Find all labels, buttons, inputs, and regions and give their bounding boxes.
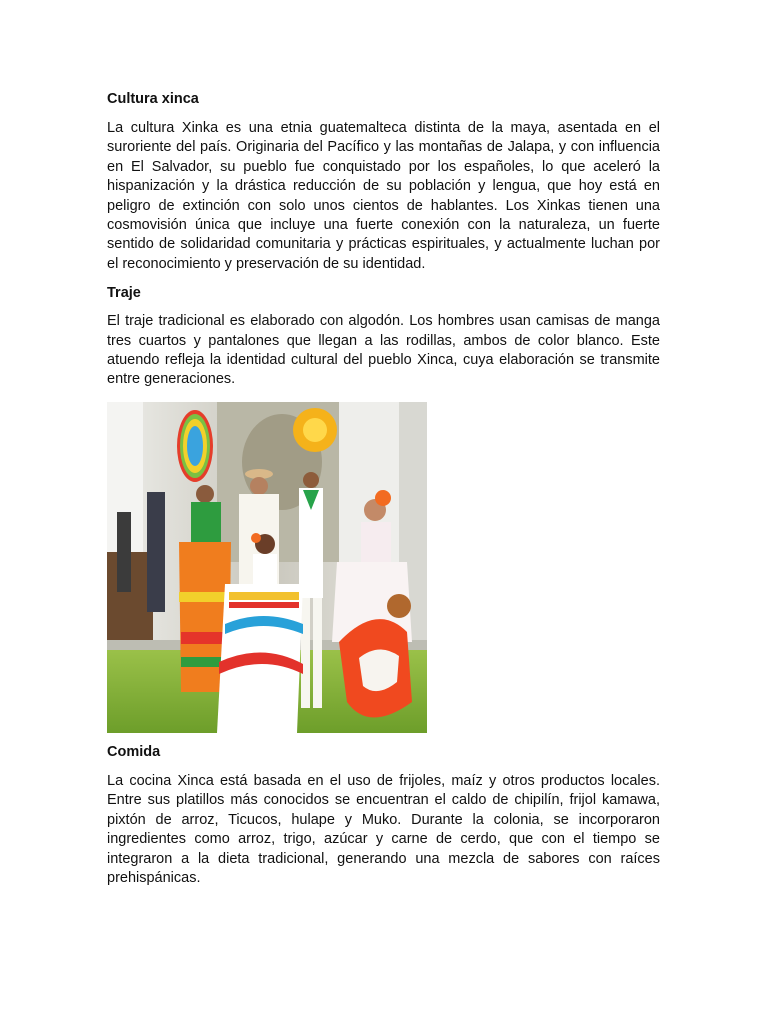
section-title-comida: Comida (107, 743, 161, 760)
section-body-traje: El traje tradicional es elaborado con algodón. Los hombres usan camisas de manga tres cuartos y pantalones que llegan a las rodillas, ambos de color blanco. Este atuendo refleja la identidad cultural del pueblo Xinca, cuya elaboración se transmite entre generaciones. (107, 313, 660, 388)
traditional-dance-photo (107, 402, 427, 733)
document-content (107, 89, 660, 888)
section-body-cultura: La cultura Xinka es una etnia guatemalteca distinta de la maya, asentada en el suroriente del país. Originaria del Pacífico y las montañas de Jalapa, y con influencia en El Salvador, su pueblo fue conquistado por los españoles, lo que aceleró la hispanización y la drástica reducción de su población y lengua, que hoy está en peligro de extinción con solo unos cientos de hablantes. Los Xinkas tienen una cosmovisión única que incluye una fuerte conexión con la naturaleza, un fuerte sentido de solidaridad comunitaria y prácticas espirituales, y actualmente luchan por el reconocimiento y preservación de su identidad. (107, 120, 660, 272)
section-body-comida: La cocina Xinca está basada en el uso de frijoles, maíz y otros productos locales. Entre sus platillos más conocidos se encuentran el caldo de chipilín, frijol kamawa, pixtón de arroz, Ticucos, hulape y Muko. Durante la colonia, se incorporaron ingredientes como arroz, trigo, azúcar y carne de cerdo, que con el tiempo se integraron a la dieta tradicional, generando una mezcla de sabores con raíces prehispánicas. (107, 772, 660, 886)
section-title-traje: Traje (107, 285, 141, 302)
photo-illustration (107, 402, 427, 733)
section-title-cultura: Cultura xinca (107, 91, 199, 107)
